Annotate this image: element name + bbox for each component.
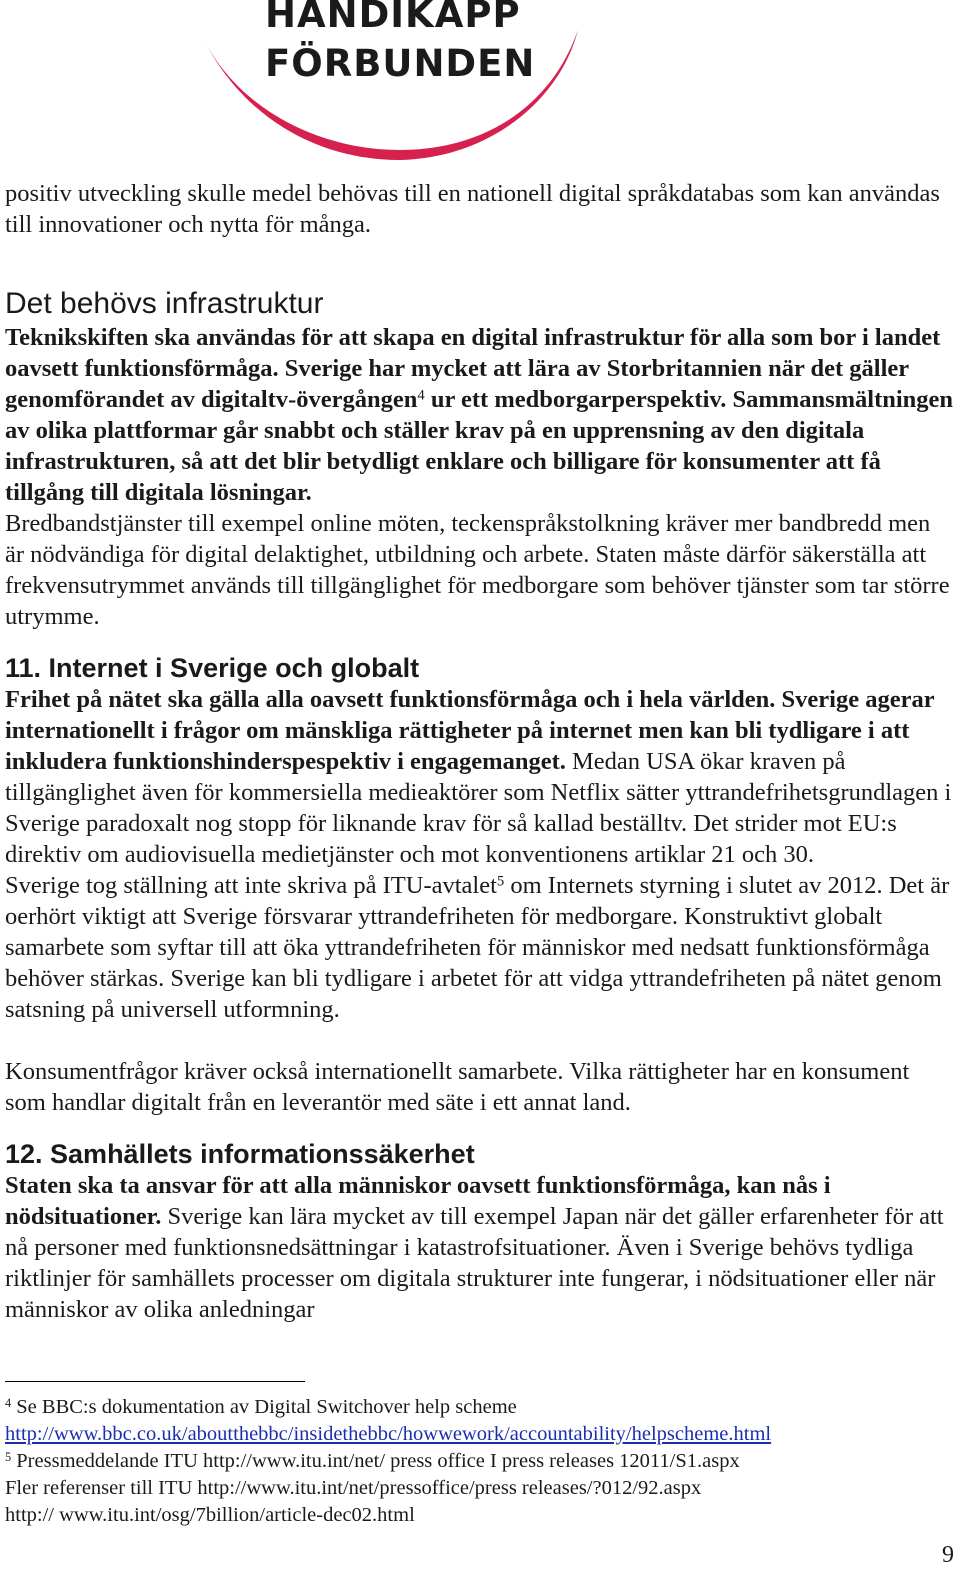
footnote-5-line3: http:// www.itu.int/osg/7billion/article-dec02.html xyxy=(5,1504,415,1526)
logo-text-line2: FÖRBUNDEN xyxy=(265,42,536,85)
footnote-divider xyxy=(5,1381,305,1382)
document-body xyxy=(5,178,955,1325)
footnote-4-number: 4 xyxy=(5,1395,12,1410)
footnote-ref-4[interactable]: 4 xyxy=(417,387,425,404)
footnote-5 xyxy=(5,1448,955,1475)
section11-bold: Frihet på nätet ska gälla alla oavsett funktionsförmåga och i hela världen. Sverige agerar internationellt i frågor om mänskliga rättigheter på internet men kan bli tydligare i att inkludera funktionshinderspespektiv i engagemanget. xyxy=(5,686,935,775)
section11-body2b: om Internets styrning i slutet av 2012. Det är oerhört viktigt att Sverige försvarar yttrandefriheten för medborgare. Konstruktivt globalt samarbete som syftar till att öka yttrandefriheten för människor med nedsatt funktionsförmåga behöver stärkas. Sverige kan bli tydligare i arbetet för att vidga yttrandefriheten på nätet genom satsning på universell utformning. xyxy=(5,872,950,1023)
footnote-ref-5[interactable]: 5 xyxy=(496,873,505,890)
heading-section-12: 12. Samhällets informationssäkerhet xyxy=(5,1139,475,1169)
section12-paragraph xyxy=(5,1170,955,1325)
footnote-4-text: Se BBC:s dokumentation av Digital Switchover help scheme xyxy=(11,1396,517,1418)
infra-body: Bredbandstjänster till exempel online möten, teckenspråkstolkning kräver mer bandbredd men är nödvändiga för digital delaktighet, utbildning och arbete. Staten måste därför säkerställa att frekvensutrymmet används till tillgänglighet för medborgare som behöver tjänster som tar större utrymme. xyxy=(5,510,950,630)
logo-text-line1: HANDIKAPP xyxy=(265,0,521,36)
intro-paragraph: positiv utveckling skulle medel behövas till en nationell digital språkdatabas som kan användas till innovationer och nytta för många. xyxy=(5,180,940,238)
footnote-5-number: 5 xyxy=(5,1449,12,1464)
section12-bold: Staten ska ta ansvar för att alla människor oavsett funktionsförmåga, kan nås i nödsituationer. xyxy=(5,1172,831,1230)
infra-paragraph xyxy=(5,322,955,508)
footnotes xyxy=(5,1394,955,1529)
section11-body1: Medan USA ökar kraven på tillgänglighet även för kommersiella medieaktörer som Netflix sätter yttrandefrihetsgrundlagen i Sverige paradoxalt nog stopp för liknande krav för så kallad beställtv. Det strider mot EU:s direktiv om audiovisuella medietjänster och mot konventionens artiklar 21 och 30. xyxy=(5,748,952,868)
heading-section-11: 11. Internet i Sverige och globalt xyxy=(5,653,420,683)
section12-body: Sverige kan lära mycket av till exempel Japan när det gäller erfarenheter för att nå personer med funktionsnedsättningar i katastrofsituationer. Även i Sverige behövs tydliga riktlinjer för samhällets processer om digitala strukturer inte fungerar, i nödsituationer eller när människor av olika anledningar xyxy=(5,1203,944,1323)
infra-bold-b: ur ett medborgarperspektiv. Sammansmältningen av olika plattformar går snabbt och ställer krav på en upprensning av den digitala infrastrukturen, så att det blir betydligt enklare och billigare för konsumenter att få tillgång till digitala lösningar. xyxy=(5,386,954,506)
infra-bold-a: Teknikskiften ska användas för att skapa en digital infrastruktur för alla som bor i landet oavsett funktionsförmåga. Sverige har mycket att lära av Storbritannien när det gäller genomförandet av digitaltv-övergången xyxy=(5,324,941,413)
footnote-4 xyxy=(5,1394,955,1421)
footnote-4-link[interactable]: http://www.bbc.co.uk/aboutthebbc/insidethebbc/howwework/accountability/helpscheme.html xyxy=(5,1423,772,1445)
section11-body2a: Sverige tog ställning att inte skriva på ITU-avtalet xyxy=(5,872,497,899)
section11-paragraph2 xyxy=(5,870,955,1025)
section11-paragraph1 xyxy=(5,684,955,870)
footnote-5-line2: Fler referenser till ITU http://www.itu.int/net/pressoffice/press releases/?012/92.aspx xyxy=(5,1477,702,1499)
page-number: 9 xyxy=(942,1542,954,1568)
heading-infrastruktur: Det behövs infrastruktur xyxy=(5,287,324,320)
footnote-5-text: Pressmeddelande ITU http://www.itu.int/net/ press office I press releases 12011/S1.aspx xyxy=(11,1450,740,1472)
section11-paragraph3: Konsumentfrågor kräver också internationellt samarbete. Vilka rättigheter har en konsument som handlar digitalt från en leverantör med säte i ett annat land. xyxy=(5,1058,910,1116)
